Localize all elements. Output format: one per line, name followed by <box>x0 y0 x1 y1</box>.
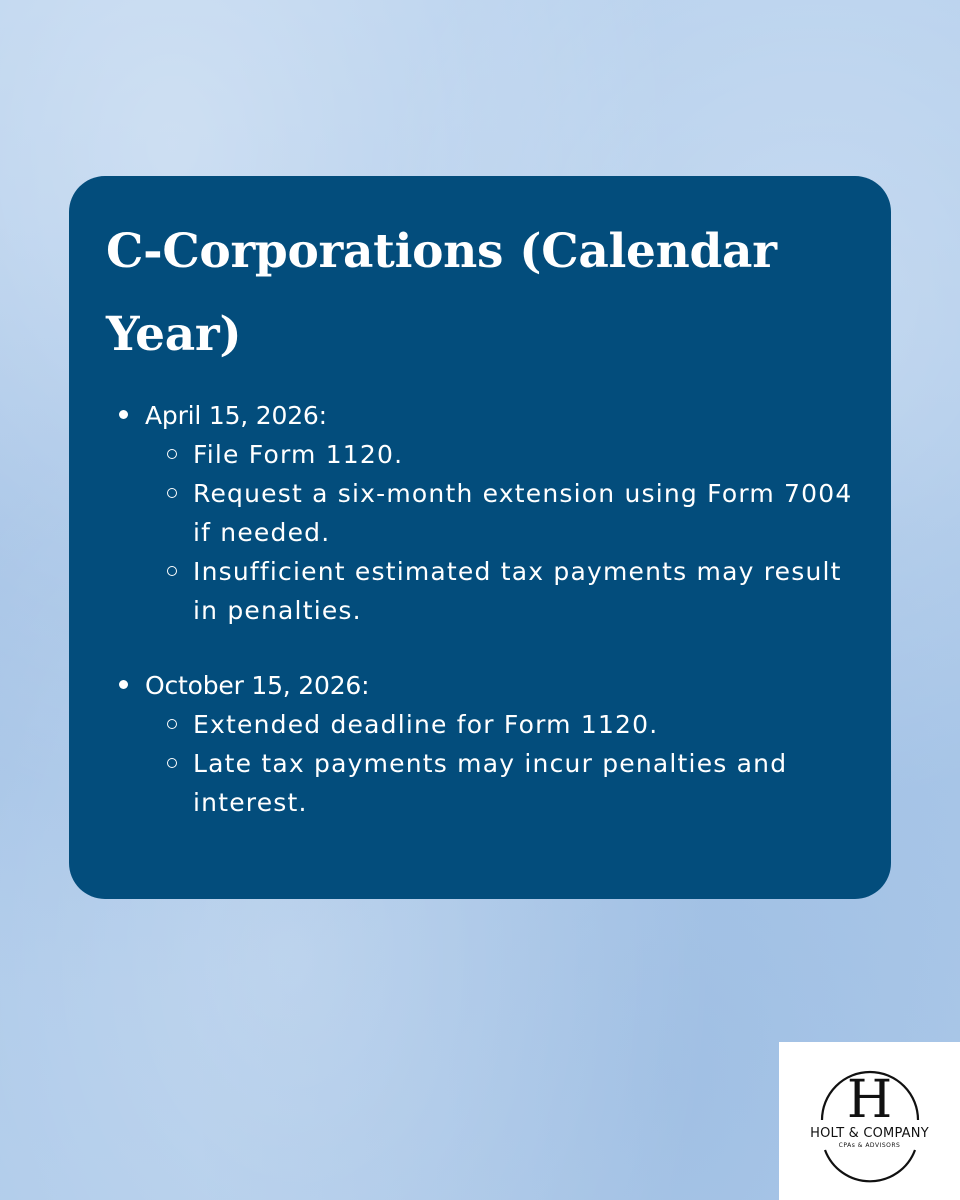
hollow-bullet-icon <box>167 488 177 498</box>
list-item <box>145 435 855 474</box>
hollow-bullet-icon <box>167 449 177 459</box>
deadline-items <box>145 435 855 630</box>
company-tagline: CPAs & ADVISORS <box>838 1142 901 1149</box>
bullet-icon <box>119 410 128 419</box>
list-item-text: File Form 1120. <box>193 440 404 469</box>
logo-letter: H <box>846 1070 893 1130</box>
list-item <box>145 474 855 552</box>
hollow-bullet-icon <box>167 758 177 768</box>
list-item <box>145 552 855 630</box>
deadline-items <box>145 705 855 822</box>
list-item-text: Request a six-month extension using Form 7004 if needed. <box>193 479 853 547</box>
card-title: C-Corporations (Calendar Year) <box>106 224 777 362</box>
company-logo <box>779 1042 960 1200</box>
deadline-group-april <box>106 396 855 630</box>
deadline-card <box>69 176 891 899</box>
hollow-bullet-icon <box>167 719 177 729</box>
bullet-icon <box>119 680 128 689</box>
list-item <box>145 744 855 822</box>
list-item-text: Extended deadline for Form 1120. <box>193 710 659 739</box>
deadline-list <box>106 396 855 822</box>
hollow-bullet-icon <box>167 566 177 576</box>
deadline-date: April 15, 2026: <box>145 401 327 430</box>
company-name: HOLT & COMPANY <box>810 1126 929 1141</box>
list-item-text: Late tax payments may incur penalties and interest. <box>193 749 788 817</box>
deadline-date: October 15, 2026: <box>145 671 370 700</box>
list-item <box>145 705 855 744</box>
list-item-text: Insufficient estimated tax payments may result in penalties. <box>193 557 842 625</box>
deadline-group-october <box>106 666 855 822</box>
